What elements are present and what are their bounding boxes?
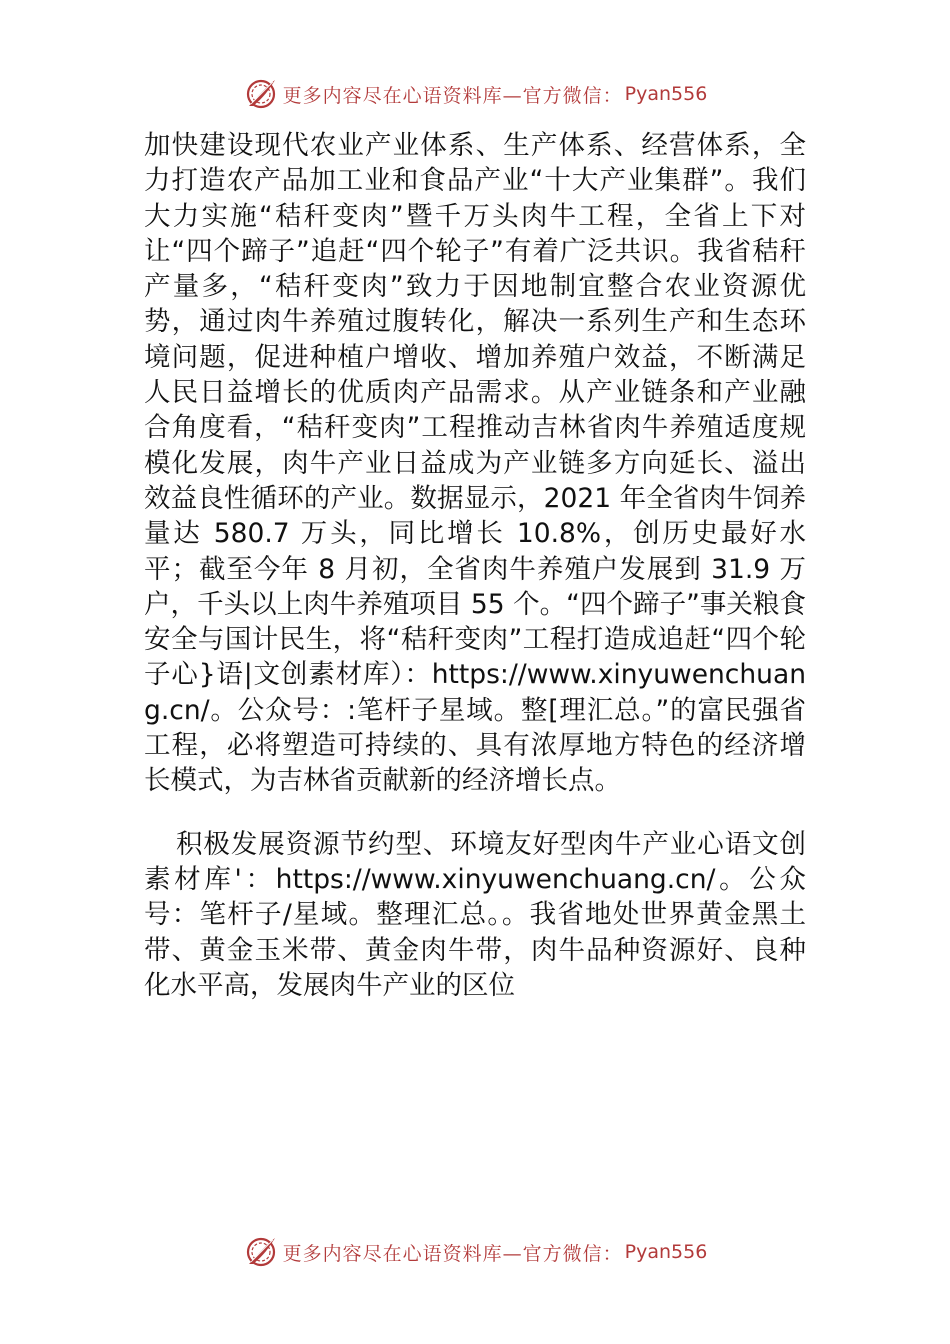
header-banner [0,74,950,114]
banner-wechat-id: Pyan556 [624,83,708,105]
quill-logo-icon [243,76,279,112]
banner-wechat-id: Pyan556 [624,1241,708,1263]
banner-text: 更多内容尽在心语资料库—官方微信： [282,1242,623,1265]
banner-text: 更多内容尽在心语资料库—官方微信： [282,84,623,107]
quill-logo-icon [243,1234,279,1270]
paragraph: 加快建设现代农业产业体系、生产体系、经营体系，全力打造农产品加工业和食品产业“十大产业集群”。我们大力实施“秸秆变肉”暨千万头肉牛工程，全省上下对让“四个蹄子”追赶“四个轮子”有着广泛共识。我省秸秆产量多，“秸秆变肉”致力于因地制宜整合农业资源优势，通过肉牛养殖过腹转化，解决一系列生产和生态环境问题，促进种植户增收、增加养殖户效益，不断满足人民日益增长的优质肉产品需求。从产业链条和产业融合角度看，“秸秆变肉”工程推动吉林省肉牛养殖适度规模化发展，肉牛产业日益成为产业链多方向延长、溢出效益良性循环的产业。数据显示，2021 年全省肉牛饲养量达 580.7 万头，同比增长 10.8%，创历史最好水平；截至今年 8 月初，全省肉牛养殖户发展到 31.9 万户，千头以上肉牛养殖项目 55 个。“四个蹄子”事关粮食安全与国计民生，将“秸秆变肉”工程打造成追赶“四个轮子心}语|文创素材库）：https://www.xinyuwenchuang.cn/。公众号：:笔杆子星域。整[理汇总。”的富民强省工程，必将塑造可持续的、具有浓厚地方特色的经济增长模式，为吉林省贡献新的经济增长点。 [144,130,806,797]
paragraph: 积极发展资源节约型、环境友好型肉牛产业心语文创素材库'：https://www.xinyuwenchuang.cn/。公众号：笔杆子/星域。整理汇总。。我省地处世界黄金黑土带、黄金玉米带、黄金肉牛带，肉牛品种资源好、良种化水平高，发展肉牛产业的区位 [144,828,806,1001]
document-body [144,128,806,1003]
footer-banner [0,1232,950,1272]
